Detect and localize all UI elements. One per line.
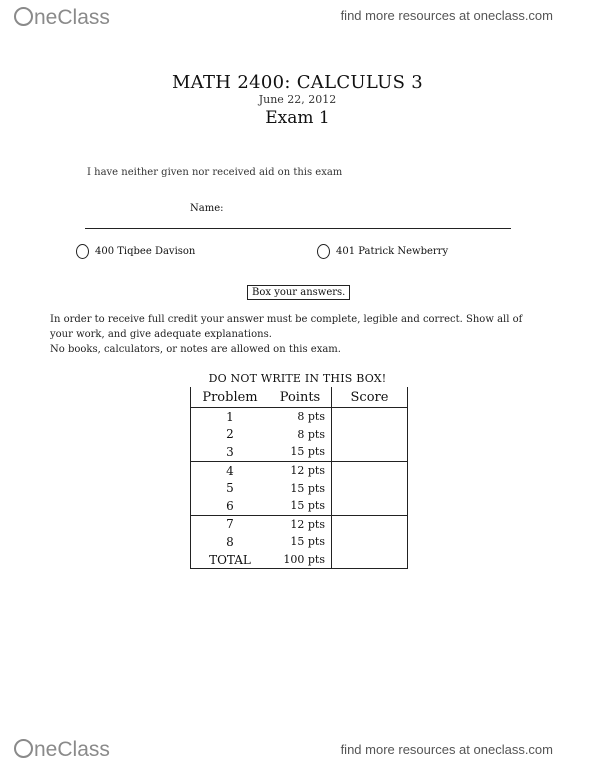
table-row <box>191 461 408 479</box>
oneclass-footer-logo[interactable]: neClass <box>14 738 110 762</box>
problem-points: 8 pts <box>297 410 325 424</box>
section-option-400[interactable]: 400 Tiqbee Davison <box>76 244 195 259</box>
table-row <box>191 533 408 551</box>
oneclass-logo[interactable]: neClass <box>14 6 110 30</box>
score-cell <box>332 515 408 533</box>
table-row <box>191 426 408 444</box>
instruction-line: In order to receive full credit your answer must be complete, legible and correct. Show all of <box>50 314 523 325</box>
problem-points: 15 pts <box>290 481 325 495</box>
problem-number: 4 <box>191 461 270 479</box>
total-label: TOTAL <box>191 551 270 569</box>
footer-resources-link[interactable]: find more resources at oneclass.com <box>340 742 553 757</box>
radio-circle-icon <box>76 244 89 259</box>
instructions <box>50 312 560 357</box>
course-title: MATH 2400: CALCULUS 3 <box>171 72 424 93</box>
table-row <box>191 497 408 515</box>
exam-title: Exam 1 <box>265 108 330 128</box>
problem-points: 12 pts <box>290 517 325 531</box>
table-row <box>191 443 408 461</box>
problem-points: 12 pts <box>290 464 325 478</box>
score-cell <box>332 443 408 461</box>
score-cell <box>332 408 408 426</box>
problem-number: 5 <box>191 479 270 497</box>
exam-date: June 22, 2012 <box>258 93 337 106</box>
table-row <box>191 479 408 497</box>
honor-pledge: I have neither given nor received aid on this exam <box>87 167 343 178</box>
table-row-total <box>191 551 408 569</box>
instruction-line: No books, calculators, or notes are allowed on this exam. <box>50 344 341 355</box>
total-points: 100 pts <box>269 551 332 569</box>
problem-points: 15 pts <box>269 497 332 515</box>
problem-number: 2 <box>191 426 270 444</box>
problem-number: 1 <box>191 408 270 426</box>
score-cell <box>332 461 408 479</box>
score-cell <box>332 497 408 515</box>
box-answers-note: Box your answers. <box>247 285 350 300</box>
problem-number: 8 <box>191 533 270 551</box>
score-table-header <box>191 387 408 408</box>
problem-number: 3 <box>191 443 270 461</box>
score-cell <box>332 426 408 444</box>
table-row <box>191 515 408 533</box>
problem-points: 15 pts <box>269 443 332 461</box>
radio-circle-icon <box>317 244 330 259</box>
score-cell <box>332 533 408 551</box>
problem-points: 8 pts <box>297 427 325 441</box>
oneclass-o-icon <box>14 7 33 26</box>
header-problem: Problem <box>191 387 270 408</box>
instruction-line: your work, and give adequate explanations. <box>50 329 272 340</box>
table-row <box>191 408 408 426</box>
section-option-401[interactable]: 401 Patrick Newberry <box>317 244 448 259</box>
score-table <box>190 387 408 569</box>
name-line <box>85 228 511 229</box>
header-score: Score <box>332 387 408 408</box>
problem-number: 7 <box>191 515 270 533</box>
problem-points: 15 pts <box>290 535 325 549</box>
oneclass-o-icon <box>14 739 33 758</box>
header-points: Points <box>269 387 332 408</box>
score-cell <box>332 479 408 497</box>
header-resources-link[interactable]: find more resources at oneclass.com <box>340 8 553 23</box>
total-score-cell <box>332 551 408 569</box>
score-table-caption: DO NOT WRITE IN THIS BOX! <box>208 372 387 385</box>
problem-number: 6 <box>191 497 270 515</box>
name-label: Name: <box>190 203 224 214</box>
